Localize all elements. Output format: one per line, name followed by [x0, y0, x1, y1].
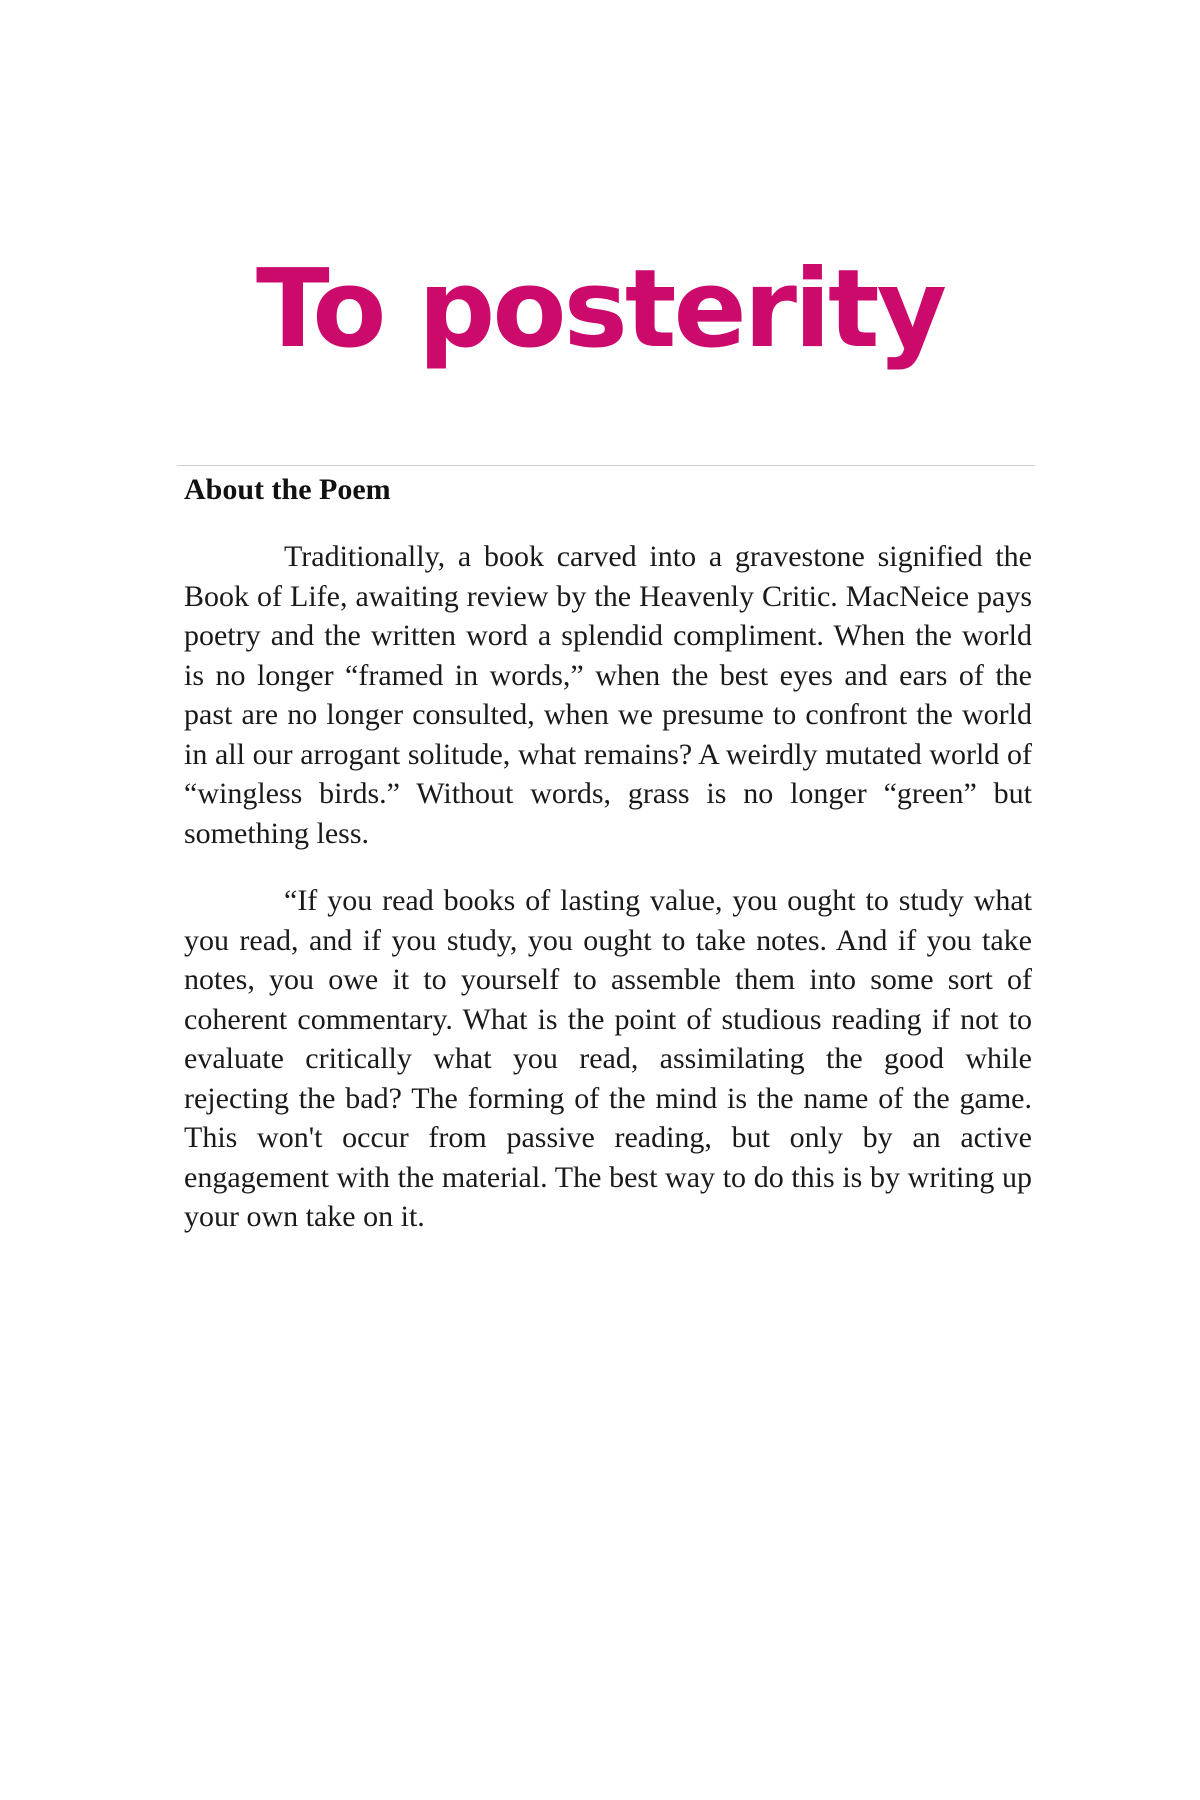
paragraph-2: “If you read books of lasting value, you ought to study what you read, and if you study, you ought to take notes. And if you take notes, you owe it to yourself to assemble them into some sort of coherent commentary. What is the point of studious reading if not to evaluate critically what you read, assimilating the good while rejecting the bad? The forming of the mind is the name of the game. This won't occur from passive reading, but only by an active engagement with the material. The best way to do this is by writing up your own take on it.	[184, 884, 1032, 1233]
page-title: To posterity	[255, 247, 945, 372]
paragraph-1: Traditionally, a book carved into a gravestone signified the Book of Life, awaiting review by the Heavenly Critic. MacNeice pays poetry and the written word a splendid compliment. When the world is no longer “framed in words,” when the best eyes and ears of the past are no longer consulted, when we presume to confront the world in all our arrogant solitude, what remains? A weirdly mutated world of “wingless birds.” Without words, grass is no longer “green” but something less.	[184, 540, 1032, 850]
section-divider	[177, 465, 1035, 466]
poem-intro-section	[180, 465, 1032, 1237]
section-heading: About the Poem	[184, 473, 391, 506]
